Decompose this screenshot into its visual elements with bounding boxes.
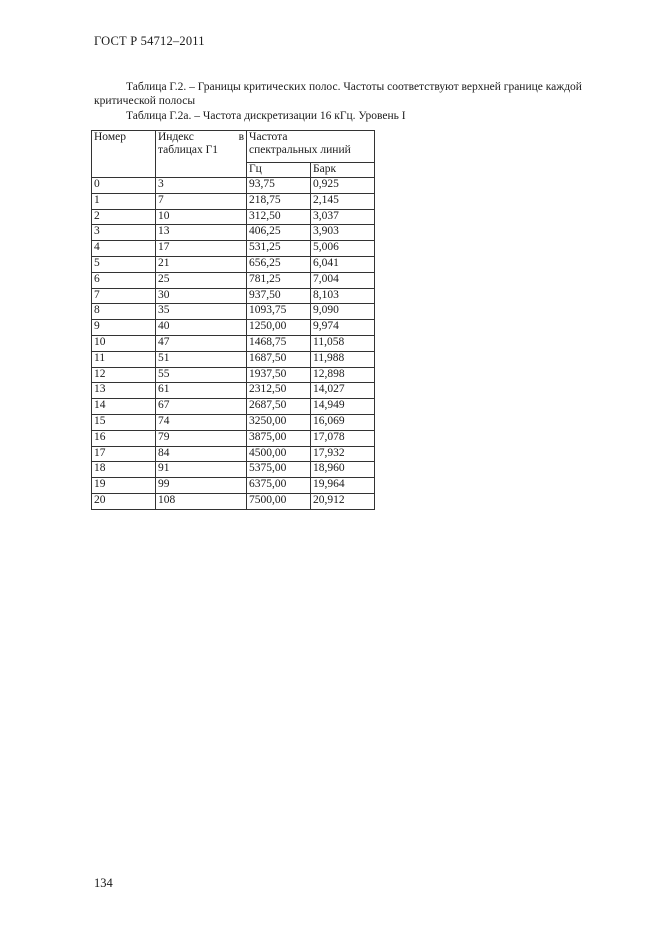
cell-index: 108 (156, 493, 247, 509)
cell-frequency-hz: 7500,00 (247, 493, 311, 509)
cell-index: 7 (156, 193, 247, 209)
cell-index: 21 (156, 256, 247, 272)
header-unit-hz: Гц (247, 163, 311, 178)
table-caption: Таблица Г.2. – Границы критических полос. Частоты соответствуют верхней границе каждой критической полосы (94, 81, 582, 107)
cell-frequency-hz: 2687,50 (247, 399, 311, 415)
header-index (156, 131, 247, 178)
cell-frequency-hz: 656,25 (247, 256, 311, 272)
cell-index: 51 (156, 351, 247, 367)
cell-frequency-bark: 2,145 (311, 193, 375, 209)
table-header-row (92, 131, 375, 163)
table-row (92, 288, 375, 304)
cell-frequency-bark: 19,964 (311, 478, 375, 494)
cell-number: 0 (92, 178, 156, 194)
page-number: 134 (94, 876, 113, 890)
cell-frequency-bark: 17,078 (311, 430, 375, 446)
cell-number: 3 (92, 225, 156, 241)
cell-frequency-hz: 5375,00 (247, 462, 311, 478)
cell-number: 10 (92, 335, 156, 351)
cell-index: 17 (156, 241, 247, 257)
header-frequency-line1: Частота (249, 131, 288, 143)
cell-frequency-bark: 9,974 (311, 320, 375, 336)
cell-number: 17 (92, 446, 156, 462)
table-row (92, 178, 375, 194)
cell-frequency-hz: 6375,00 (247, 478, 311, 494)
cell-frequency-bark: 8,103 (311, 288, 375, 304)
cell-index: 35 (156, 304, 247, 320)
cell-frequency-bark: 17,932 (311, 446, 375, 462)
table-row (92, 493, 375, 509)
cell-frequency-hz: 1468,75 (247, 335, 311, 351)
cell-index: 30 (156, 288, 247, 304)
cell-number: 13 (92, 383, 156, 399)
cell-frequency-bark: 18,960 (311, 462, 375, 478)
table-row (92, 320, 375, 336)
cell-number: 4 (92, 241, 156, 257)
document-header: ГОСТ Р 54712–2011 (94, 34, 205, 48)
cell-number: 8 (92, 304, 156, 320)
cell-number: 1 (92, 193, 156, 209)
header-index-tables: таблицах Г1 (158, 144, 219, 156)
cell-number: 14 (92, 399, 156, 415)
table-row (92, 225, 375, 241)
cell-index: 79 (156, 430, 247, 446)
header-index-word: Индекс (158, 131, 194, 143)
cell-frequency-bark: 16,069 (311, 414, 375, 430)
cell-index: 61 (156, 383, 247, 399)
cell-number: 18 (92, 462, 156, 478)
cell-index: 67 (156, 399, 247, 415)
cell-number: 16 (92, 430, 156, 446)
cell-frequency-hz: 218,75 (247, 193, 311, 209)
cell-index: 40 (156, 320, 247, 336)
table-row (92, 272, 375, 288)
cell-frequency-hz: 406,25 (247, 225, 311, 241)
cell-frequency-bark: 12,898 (311, 367, 375, 383)
cell-index: 84 (156, 446, 247, 462)
cell-number: 12 (92, 367, 156, 383)
table-row (92, 193, 375, 209)
header-frequency (247, 131, 375, 163)
table-row (92, 462, 375, 478)
header-unit-bark: Барк (311, 163, 375, 178)
table-row (92, 367, 375, 383)
cell-frequency-bark: 0,925 (311, 178, 375, 194)
cell-frequency-hz: 1687,50 (247, 351, 311, 367)
cell-frequency-bark: 9,090 (311, 304, 375, 320)
cell-frequency-bark: 3,037 (311, 209, 375, 225)
cell-frequency-bark: 11,988 (311, 351, 375, 367)
cell-frequency-bark: 14,949 (311, 399, 375, 415)
table-row (92, 335, 375, 351)
cell-frequency-bark: 20,912 (311, 493, 375, 509)
cell-frequency-hz: 2312,50 (247, 383, 311, 399)
table-row (92, 241, 375, 257)
cell-frequency-bark: 6,041 (311, 256, 375, 272)
cell-number: 15 (92, 414, 156, 430)
cell-number: 11 (92, 351, 156, 367)
table-row (92, 430, 375, 446)
cell-index: 47 (156, 335, 247, 351)
table-row (92, 446, 375, 462)
header-index-in: в (238, 131, 244, 143)
header-frequency-line2: спектральных линий (249, 144, 351, 156)
cell-frequency-hz: 312,50 (247, 209, 311, 225)
table-row (92, 478, 375, 494)
cell-frequency-hz: 1093,75 (247, 304, 311, 320)
cell-frequency-hz: 3875,00 (247, 430, 311, 446)
cell-frequency-bark: 11,058 (311, 335, 375, 351)
critical-bands-table (91, 130, 375, 510)
cell-index: 25 (156, 272, 247, 288)
cell-number: 7 (92, 288, 156, 304)
cell-frequency-bark: 7,004 (311, 272, 375, 288)
cell-index: 55 (156, 367, 247, 383)
cell-frequency-hz: 4500,00 (247, 446, 311, 462)
table-subcaption: Таблица Г.2а. – Частота дискретизации 16 кГц. Уровень I (126, 110, 406, 122)
cell-index: 10 (156, 209, 247, 225)
cell-frequency-hz: 781,25 (247, 272, 311, 288)
cell-number: 19 (92, 478, 156, 494)
cell-frequency-hz: 937,50 (247, 288, 311, 304)
cell-index: 13 (156, 225, 247, 241)
cell-number: 5 (92, 256, 156, 272)
cell-frequency-hz: 1250,00 (247, 320, 311, 336)
cell-frequency-hz: 531,25 (247, 241, 311, 257)
cell-frequency-bark: 5,006 (311, 241, 375, 257)
table-row (92, 256, 375, 272)
cell-number: 2 (92, 209, 156, 225)
cell-number: 9 (92, 320, 156, 336)
cell-frequency-hz: 3250,00 (247, 414, 311, 430)
cell-index: 3 (156, 178, 247, 194)
cell-index: 91 (156, 462, 247, 478)
table-row (92, 351, 375, 367)
header-number: Номер (92, 131, 156, 178)
cell-frequency-hz: 1937,50 (247, 367, 311, 383)
table-row (92, 414, 375, 430)
table-row (92, 399, 375, 415)
cell-frequency-bark: 14,027 (311, 383, 375, 399)
cell-index: 74 (156, 414, 247, 430)
cell-number: 20 (92, 493, 156, 509)
cell-frequency-hz: 93,75 (247, 178, 311, 194)
table-row (92, 383, 375, 399)
table-row (92, 304, 375, 320)
cell-index: 99 (156, 478, 247, 494)
table-row (92, 209, 375, 225)
cell-number: 6 (92, 272, 156, 288)
cell-frequency-bark: 3,903 (311, 225, 375, 241)
